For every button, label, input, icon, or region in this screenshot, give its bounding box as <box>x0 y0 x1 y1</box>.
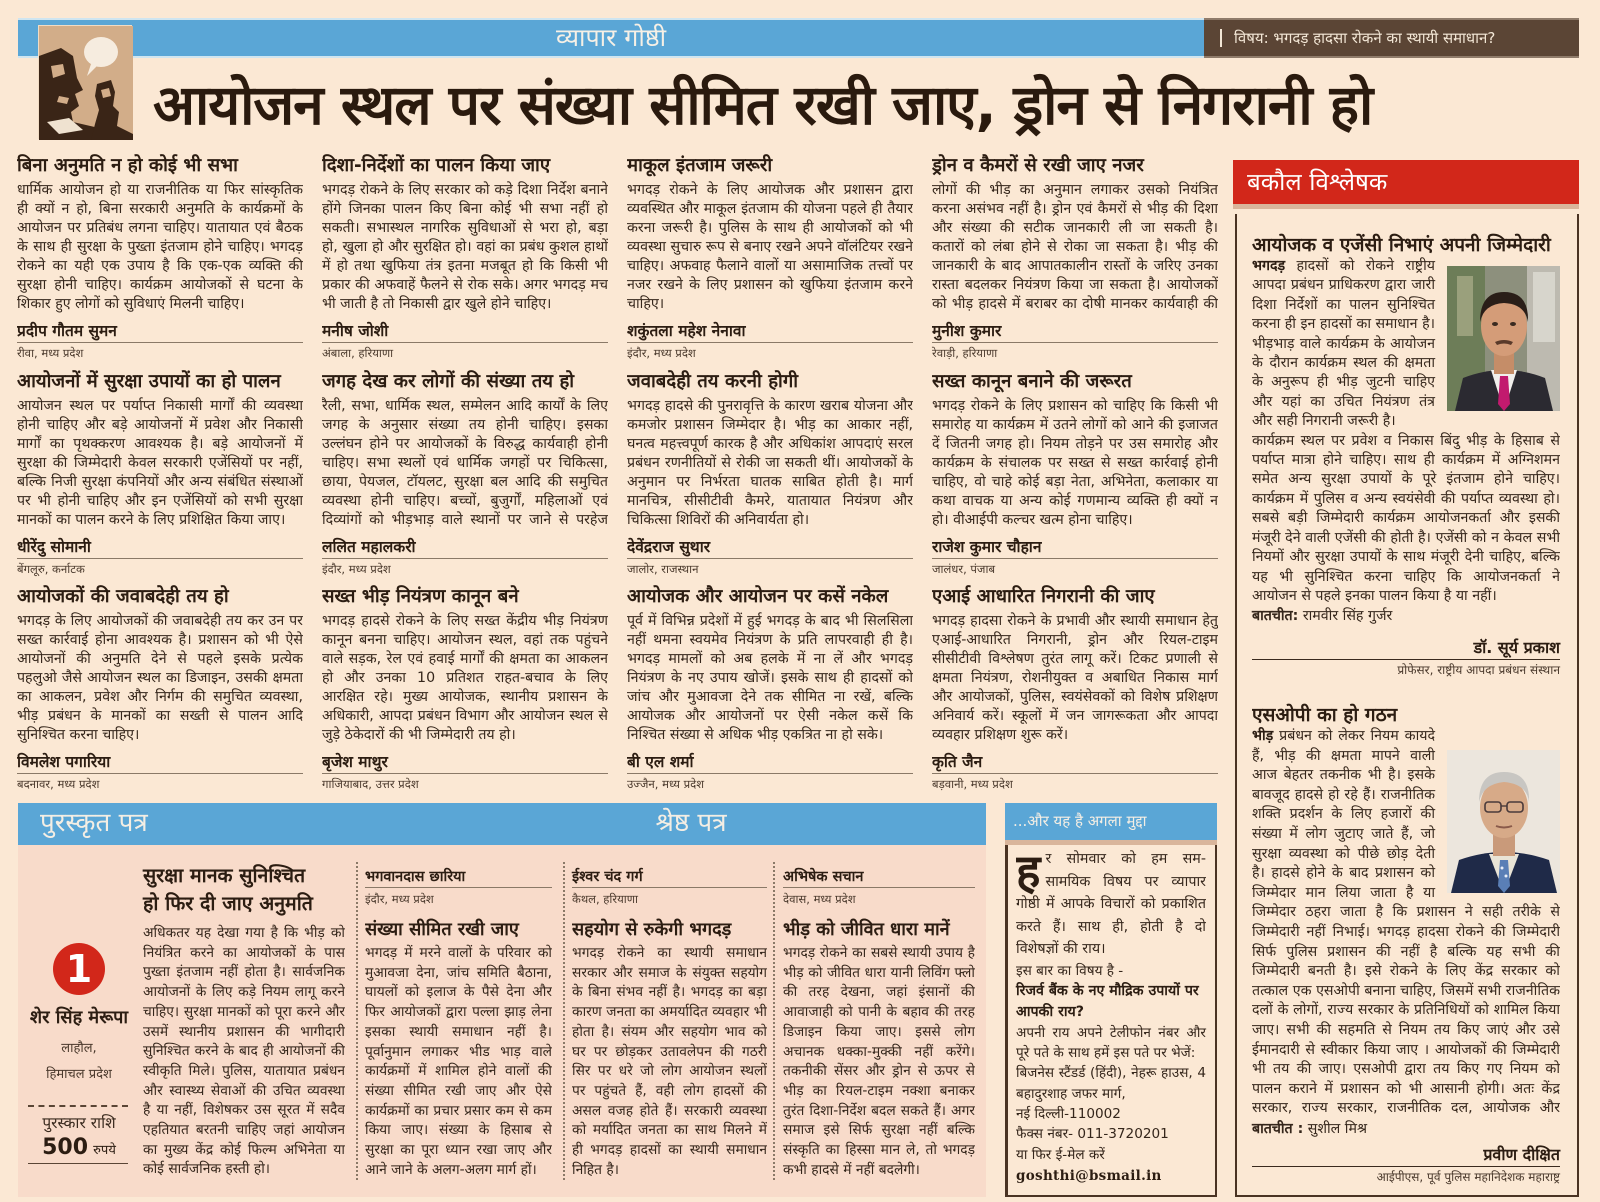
email-address: goshthi@bsmail.in <box>1016 1168 1162 1185</box>
dotted-divider <box>563 862 565 1180</box>
best-letter-author: भगवानदास छारिया <box>365 868 552 888</box>
topic-text: विषय: भगदड़ हादसा रोकने का स्थायी समाधान? <box>1234 29 1496 47</box>
letter-author: बृजेश माथुर <box>322 752 608 774</box>
prize-amount-unit: रुपये <box>93 1143 116 1158</box>
letter-author: धीरेंदु सोमानी <box>17 537 303 559</box>
best-letter-body: भगदड़ में मरने वालों के परिवार को मुआवजा देना, जांच समिति बैठाना, घायलों को इलाज के पैसे देना और फिर आयोजकों द्वारा पल्ला झाड़ लेना इसका स्थायी समाधान नहीं है। पूर्वानुमान लगाकर भीड भाड़ वाले कार्यक्रमों में शामिल होने वालों की संख्या सीमित रखी जाए और ऐसे कार्यक्रमों का प्रचार प्रसार कम से कम किया जाए। संख्या के हिसाब से सुरक्षा का पूरा ध्यान रखा जाए और आने जाने के अलग-अलग मार्ग हों। <box>365 945 552 1178</box>
letter-author: प्रदीप गौतम सुमन <box>17 321 303 343</box>
letter-body: पूर्व में विभिन्न प्रदेशों में हुई भगदड़ के बाद भी सिलसिला नहीं थमना स्वयमेव नियंत्रण के प्रति लापरवाही ही है। भगदड़ मामलों को अब हलके में ना लें और भगदड़ नियंत्रण के नए उपाय खोजें। इसके साथ ही हादसों को जांच और मुआवजा देने तक सीमित ना रखें, बल्कि आयोजक और आयोजनों पर ऐसी नकेल कसें कि निश्चित संख्या से अधिक भीड़ एकत्रित ना हो सके। <box>627 613 913 743</box>
city-pin: नई दिल्ली-110002 <box>1016 1106 1121 1122</box>
best-letter-location: देवास, मध्य प्रदेश <box>783 892 856 906</box>
submission-instructions: अपनी राय अपने टेलीफोन नंबर और पूरे पते के साथ हमें इस पते पर भेजें: <box>1016 1024 1206 1062</box>
winner-location: लाहौल, <box>61 1041 97 1056</box>
drop-cap: ह <box>1016 848 1041 898</box>
page-headline: आयोजन स्थल पर संख्या सीमित रखी जाए, ड्रोन से निगरानी हो <box>153 73 1373 137</box>
analyst-designation: प्रोफेसर, राष्ट्रीय आपदा प्रबंधन संस्थान <box>1397 663 1560 677</box>
lead-word: भीड़ <box>1252 728 1274 744</box>
interview-label: बातचीत : <box>1252 1121 1304 1137</box>
letter-author: मनीष जोशी <box>322 321 608 343</box>
letter-location: उज्जैन, मध्य प्रदेश <box>627 777 705 791</box>
letter-headline: सख्त कानून बनाने की जरूरत <box>932 371 1132 392</box>
letter-body: भगदड़ हादसे की पुनरावृत्ति के कारण खराब योजना और कमजोर प्रशासन जिम्मेदार है। भीड़ का आकार नहीं, घनत्व महत्त्वपूर्ण कारक है और अधिकांश आपदाएं सरल प्रबंधन रणनीतियों से रोकी जा सकती थीं। आयोजकों के अनुमान पर निर्भरता घातक साबित होती है। मार्ग मानचित्र, सीसीटीवी कैमरे, यातायात नियंत्रण और चिकित्सा शिविरों की अनिवार्यता हो। <box>627 398 913 528</box>
best-letter <box>365 868 552 1181</box>
dotted-divider <box>356 862 358 1180</box>
letter <box>627 370 913 582</box>
next-issue-title: ...और यह है अगला मुद्दा <box>1013 812 1147 830</box>
letter-headline: जवाबदेही तय करनी होगी <box>627 371 799 392</box>
letter-headline: ड्रोन व कैमरों से रखी जाए नजर <box>932 155 1144 176</box>
analyst-headline: एसओपी का हो गठन <box>1252 704 1398 726</box>
letter-headline: माकूल इंतजाम जरूरी <box>627 155 773 176</box>
winner-headline <box>143 862 348 918</box>
letter-body: भगदड़ हादसा रोकने के प्रभावी और स्थायी समाधान हेतु एआई-आधारित निगरानी, ड्रोन और रियल-टाइम सीसीटीवी विश्लेषण तुरंत लागू करें। टिकट प्रणाली से क्षमता नियंत्रण, रोशनीयुक्त व अबाधित निकास मार्ग और आयोजकों, पुलिस, स्वयंसेवकों को विशेष प्रशिक्षण अनिवार्य करें। स्कूलों में जन जागरूकता और आपदा व्यवहार प्रशिक्षण शुरू करें। <box>932 613 1218 743</box>
rank-badge: 1 <box>53 943 105 995</box>
letter-body: लोगों की भीड़ का अनुमान लगाकर उसको नियंत्रित करना असंभव नहीं है। ड्रोन एवं कैमरों से भीड़ की दिशा और संख्या की सटीक जानकारी ली जा सकती है। कतारों को लंबा होने से रोका जा सकता है। भीड़ की जानकारी के बाद आपातकालीन रास्तों के जरिए उनका रास्ता बदलकर नियंत्रण किया जा सकता है। आयोजकों को भीड़ हादसे में बराबर का दोषी मानकर कार्यवाही की <box>932 182 1218 312</box>
analyst-name: डॉ. सूर्य प्रकाश <box>1252 638 1560 660</box>
letter <box>627 154 913 366</box>
section-tag: व्यापार गोष्ठी <box>555 23 667 52</box>
postal-address: बिजनेस स्टैंडर्ड (हिंदी), नेहरू हाउस, 4 बहादुरशाह जफर मार्ग, <box>1016 1065 1206 1102</box>
letter-headline: दिशा-निर्देशों का पालन किया जाए <box>322 155 551 176</box>
letter-location: इंदौर, मध्य प्रदेश <box>322 562 391 576</box>
letter-headline: आयोजकों की जवाबदेही तय हो <box>17 586 229 607</box>
best-letter-author: ईश्वर चंद गर्ग <box>572 868 767 888</box>
best-letter <box>572 868 767 1181</box>
letter-location: रीवा, मध्य प्रदेश <box>17 346 84 360</box>
letter <box>932 154 1218 366</box>
letter-location: बदनावर, मध्य प्रदेश <box>17 777 100 791</box>
letter-location: जालंधर, पंजाब <box>932 562 996 576</box>
analyst-headline: आयोजक व एजेंसी निभाएं अपनी जिम्मेदारी <box>1252 234 1551 256</box>
dashed-divider <box>28 1105 128 1107</box>
winner-headline-line: सुरक्षा मानक सुनिश्चित <box>143 864 306 887</box>
letter <box>17 585 303 797</box>
analyst-text <box>1252 727 1560 1119</box>
letter-location: इंदौर, मध्य प्रदेश <box>627 346 696 360</box>
best-section-label: श्रेष्ठ पत्र <box>655 808 727 838</box>
divider <box>28 1163 128 1164</box>
letter-author: देवेंद्रराज सुथार <box>627 537 913 559</box>
prize-amount-value: 500 <box>42 1135 89 1160</box>
interviewer-name: रामवीर सिंह गुर्जर <box>1302 608 1393 624</box>
letter-headline: एआई आधारित निगरानी की जाए <box>932 586 1155 607</box>
interview-credit <box>1252 1119 1560 1139</box>
next-issue-header <box>1005 803 1217 845</box>
analyst-photo <box>1447 266 1560 411</box>
letter-location: अंबाला, हरियाणा <box>322 346 394 360</box>
winner-location: हिमाचल प्रदेश <box>46 1067 112 1082</box>
letter-headline: आयोजक और आयोजन पर कसें नकेल <box>627 586 889 607</box>
best-letter-headline: संख्या सीमित रखी जाए <box>365 919 519 940</box>
letter-headline: जगह देख कर लोगों की संख्या तय हो <box>322 371 575 392</box>
lead-word: भगदड़ <box>1252 258 1286 274</box>
letter-body: रैली, सभा, धार्मिक स्थल, सम्मेलन आदि कार्यों के लिए जगह के अनुसार संख्या तय होनी चाहिए। इसका उल्लंघन होने पर आयोजकों के विरुद्ध कार्यवाही होनी चाहिए। सभा स्थलों एवं धार्मिक जगहों पर चिकित्सा, छाया, पेयजल, टॉयलट, सुरक्षा बल आदि की समुचित व्यवस्था होनी चाहिए। बच्चों, बुजुर्गों, महिलाओं एवं दिव्यांगों को भीड़भाड़ वाले स्थानों पर जाने से परहेज <box>322 398 608 528</box>
subject-label: इस बार का विषय है - <box>1016 963 1124 979</box>
prize-amount <box>22 1135 136 1164</box>
analyst-text <box>1252 257 1560 606</box>
interview-credit <box>1252 606 1560 626</box>
prize-section-label: पुरस्कृत पत्र <box>40 808 148 838</box>
best-letter-headline: भीड़ को जीवित धारा मानें <box>783 919 950 940</box>
letter-body: भगदड़ रोकने के लिए आयोजक और प्रशासन द्वारा व्यवस्थित और माकूल इंतजाम की योजना पहले ही तैयार करना जरूरी है। पुलिस के साथ ही आयोजकों को भी व्यवस्था सुचारु रूप से बनाए रखने अपने वॉलंटियर रखने चाहिए। अफवाह फैलाने वालों या असामाजिक तत्त्वों पर नजर रखने के लिए प्रशासन को खुफिया इंतजाम करने चाहिए। <box>627 182 913 312</box>
analyst-photo <box>1447 750 1560 893</box>
letter-author: राजेश कुमार चौहान <box>932 537 1218 559</box>
letter-body: भगदड़ रोकने के लिए प्रशासन को चाहिए कि किसी भी समारोह या कार्यक्रम में उतने लोगों को आने की इजाजत दें जितनी जगह हो। नियम तोड़ने पर उस समारोह और कार्यक्रम के संचालक पर सख्त से सख्त कार्रवाई होनी चाहिए, वो चाहे कोई बड़ा नेता, अभिनेता, कलाकार या कथा वाचक या अन्य कोई गणमान्य व्यक्ति ही क्यों न हो। वीआईपी कल्चर खत्म होना चाहिए। <box>932 398 1218 528</box>
analyst-body: हादसों को रोकने राष्ट्रीय आपदा प्रबंधन प्राधिकरण द्वारा जारी दिशा निर्देशों का पालन सुनिश्चित करना ही इन हादसों का समाधान है। भीड़भाड़ वाले कार्यक्रम के आयोजन के दौरान कार्यक्रम स्थल की क्षमता के अनुरूप ही भीड़ जुटनी चाहिए और यहां का उचित नियंत्रण तंत्र और सही निगरानी जरूरी है। <box>1252 258 1435 430</box>
best-letter <box>783 868 975 1181</box>
best-letter-location: इंदौर, मध्य प्रदेश <box>365 892 434 906</box>
letter-location: बेंगलूरु, कर्नाटक <box>17 562 85 576</box>
analyst-paragraph: कार्यक्रम स्थल पर प्रवेश व निकास बिंदु भीड़ के हिसाब से पर्याप्त मात्रा होने चाहिए। साथ ही कार्यक्रम में अग्निशमन समेत अन्य सुरक्षा उपायों के पूरे इंतजाम होने चाहिए। कार्यक्रम में पुलिस व अन्य स्वयंसेवी की पर्याप्त व्यवस्था हो। सबसे बड़ी जिम्मेदारी कार्यक्रम आयोजनकर्ता और इसकी मंजूरी देने वाली एजेंसी की होती है। एजेंसी को न केवल सभी नियमों और सुरक्षा उपायों के साथ मंजूरी देनी चाहिए, बल्कि यह भी सुनिश्चित करना चाहिए कि आयोजनकर्ता ने आयोजन से पहले इनका पालन किया है या नहीं। <box>1252 432 1560 604</box>
winner-headline-line: हो फिर दी जाए अनुमति <box>143 892 313 915</box>
letter-body: आयोजन स्थल पर पर्याप्त निकासी मार्गों की व्यवस्था होनी चाहिए और बड़े आयोजनों में प्रवेश और निकासी मार्गों का पृथक्करण आवश्यक है। बड़े आयोजनों में सुरक्षा की जिम्मेदारी केवल सरकारी एजेंसियों पर नहीं, बल्कि निजी सुरक्षा कंपनियों और अन्य संबंधित संस्थाओं पर भी होनी चाहिए और इन एजेंसियों को सभी सुरक्षा मानकों का पालन करने के लिए प्रशिक्षित किया जाए। <box>17 398 303 528</box>
letter-headline: सख्त भीड़ नियंत्रण कानून बने <box>322 586 519 607</box>
email-prompt: या फिर ई-मेल करें <box>1016 1146 1105 1163</box>
letter-location: गाजियाबाद, उत्तर प्रदेश <box>322 777 419 791</box>
letter-author: कृति जैन <box>932 752 1218 774</box>
analysts-title: बकौल विश्लेषक <box>1247 168 1388 196</box>
best-letter-body: भगदड़ रोकने का स्थायी समाधान सरकार और समाज के संयुक्त सहयोग के बिना संभव नहीं है। भगदड़ का बड़ा कारण जनता का अमर्यादित व्यवहार भी होता है। संयम और सहयोग भाव को घर पर छोड़कर उतावलेपन की गठरी सिर पर धरे जो लोग आयोजन स्थलों पर पहुंचते हैं, वही लोग हादसों की असल वजह होते हैं। सरकारी व्यवस्था को मर्यादित जनता का साथ मिलने में ही भगदड़ हादसों का स्थायी समाधान निहित है। <box>572 945 767 1178</box>
letter <box>17 154 303 366</box>
winner-body: अधिकतर यह देखा गया है कि भीड़ को नियंत्रित करने का आयोजकों के पास पुख्ता इंतजाम नहीं होता है। सार्वजनिक आयोजनों के लिए कड़े नियम लागू करने चाहिए। सुरक्षा मानकों को पूरा करने और उसमें स्थानीय प्रशासन की भागीदारी सुनिश्चित करने के बाद ही आयोजनों की स्वीकृति मिले। पुलिस, यातायात प्रबंधन और स्वास्थ्य सेवाओं की उचित व्यवस्था है या नहीं, विशेषकर उस सूरत में सदैव एहतियात बरतनी चाहिए जहां आयोजन का मुख्य केंद्र कोई फिल्म अभिनेता या कोई सार्वजनिक हस्ती हो। <box>143 925 345 1178</box>
interview-label: बातचीत: <box>1252 608 1299 624</box>
letter <box>322 370 608 582</box>
analyst-opinion <box>1252 233 1560 678</box>
best-letter-location: कैथल, हरियाणा <box>572 892 639 906</box>
letter <box>322 585 608 797</box>
letter <box>322 154 608 366</box>
best-letter-headline: सहयोग से रुकेगी भगदड़ <box>572 919 732 940</box>
discussion-logo-icon <box>38 25 132 139</box>
awards-banner <box>18 803 986 845</box>
analyst-designation: आईपीएस, पूर्व पुलिस महानिदेशक महाराष्ट्र <box>1376 1170 1560 1184</box>
best-letter-author: अभिषेक सचान <box>783 868 975 888</box>
best-letter-body: भगदड़ रोकने का सबसे स्थायी उपाय है भीड़ को जीवित धारा यानी लिविंग फ्लो की तरह देखना, जहां इंसानों की आवाजाही को पानी के बहाव की तरह डिजाइन किया जाए। इससे लोग अचानक धक्का-मुक्की नहीं करेंगे। तकनीकी सेंसर और ड्रोन से ऊपर से भीड़ का रियल-टाइम नक्शा बनाकर तुरंत दिशा-निर्देश बदल सकते हैं। अगर समाज इसे सिर्फ सुरक्षा नहीं बल्कि संस्कृति का हिस्सा मान ले, तो भगदड़ कभी हादसे में नहीं बदलेगी। <box>783 945 975 1178</box>
letter <box>932 370 1218 582</box>
analyst-body: प्रबंधन को लेकर नियम कायदे हैं, भीड़ की क्षमता मापने वाली आज बेहतर तकनीक भी है। इसके बावजूद हादसे हो रहे हैं। राजनीतिक शक्ति प्रदर्शन के लिए हजारों की संख्या में लोग जुटाए जाते हैं, जो सुरक्षा व्यवस्था को पीछे छोड़ देती है। हादसे होने के बाद प्रशासन को जिम्मेदार मान लिया जाता है या जिम्मेदार ठहरा जाता है कि प्रशासन ने सही तरीके से जिम्मेदारी नहीं निभाई। भगदड़ हादसा रोकने की जिम्मेदारी सिर्फ पुलिस प्रशासन की नहीं है बल्कि यह सभी की जिम्मेदारी बनती है। इसे रोकने के लिए केंद्र सरकार को तत्काल एक एसओपी बनाना चाहिए, जिसमें सभी राजनीतिक दलों के लोगों, राज्य सरकार के प्रतिनिधियों को शामिल किया जाए। सभी की सहमति से नियम तय किए जाएं और उसे ईमानदारी से स्वीकार किया जाए । आयोजकों की जिम्मेदारी भी तय की जाए। एसओपी द्वारा तय किए गए नियम को पालन कराने में प्रशासन को भी आसानी होगी। अतः केंद्र सरकार, राज्य सरकार, राजनीतिक दल, आयोजक और <box>1252 728 1560 1117</box>
letter-body: धार्मिक आयोजन हो या राजनीतिक या फिर सांस्कृतिक ही क्यों न हो, बिना सरकारी अनुमति के कार्यक्रमों के आयोजन पर प्रतिबंध लगना चाहिए। यातायात एवं बैठक के साथ ही सुरक्षा के पुख्ता इंतजाम होने चाहिए। भगदड़ रोकने का यही एक उपाय है कि एक-एक व्यक्ति की सुरक्षा होनी चाहिए। कार्यक्रम आयोजकों से घटना के शिकार हुए लोगों को सुविधाएं मिलनी चाहिए। <box>17 182 303 312</box>
letter-author: मुनीश कुमार <box>932 321 1218 343</box>
letter-author: बी एल शर्मा <box>627 752 913 774</box>
letter-author: विमलेश पगारिया <box>17 752 303 774</box>
interviewer-name: सुशील मिश्र <box>1307 1121 1368 1137</box>
next-issue-box <box>1005 845 1217 1197</box>
letter-location: बड़वानी, मध्य प्रदेश <box>932 777 1013 791</box>
analyst-name: प्रवीण दीक्षित <box>1252 1145 1560 1167</box>
letter-body: भगदड़ रोकने के लिए सरकार को कड़े दिशा निर्देश बनाने होंगे जिनका पालन किए बिना कोई भी सभा नहीं हो सकती। सभास्थल नागरिक सुविधाओं से भरा हो, बड़ा हो, खुला हो और सुरक्षित हो। वहां का प्रबंध कुशल हाथों में हो तथा खुफिया तंत्र इतना मजबूत हो कि किसी भी प्रकार की अफवाहें फैलने से रोक सके। अगर भगदड़ मच भी जाती है तो निकासी द्वार खुले होने चाहिए। <box>322 182 608 312</box>
topic-divider <box>1220 29 1222 47</box>
letter <box>17 370 303 582</box>
letter-author: ललित महालकरी <box>322 537 608 559</box>
fax-number: फैक्स नंबर- 011-3720201 <box>1016 1126 1169 1143</box>
analyst-opinion <box>1252 703 1560 1185</box>
next-issue-intro <box>1016 848 1206 961</box>
next-subject: रिजर्व बैंक के नए मौद्रिक उपायों पर आपकी राय? <box>1016 983 1199 1021</box>
letter <box>627 585 913 797</box>
letter-location: जालोर, राजस्थान <box>627 562 699 576</box>
winner-name: शेर सिंह मेरूपा <box>29 1007 129 1028</box>
analysts-header <box>1233 160 1579 209</box>
letter-body: भगदड़ के लिए आयोजकों की जवाबदेही तय कर उन पर सख्त कार्रवाई होना आवश्यक है। प्रशासन को भी ऐसे आयोजनों की अनुमति देने से पहले इसके प्रत्येक पहलुओ जैसे आयोजन स्थल का डिजाइन, उसकी क्षमता का आकलन, प्रवेश और निर्गम की समुचित व्यवस्था, भीड़ प्रबंधन के मानकों का सख्ती से पालन आदि सुनिश्चित करना चाहिए। <box>17 613 303 743</box>
topic-box <box>1204 18 1579 58</box>
letter-author: शकुंतला महेश नेनावा <box>627 321 913 343</box>
letter <box>932 585 1218 797</box>
prize-label: पुरस्कार राशि <box>42 1114 116 1132</box>
letter-location: रेवाड़ी, हरियाणा <box>932 346 998 360</box>
section-banner <box>18 18 1204 58</box>
letter-headline: आयोजनों में सुरक्षा उपायों का हो पालन <box>17 371 281 392</box>
next-issue-intro-text: र सोमवार को हम सम-सामयिक विषय पर व्यापार गोष्ठी में आपके विचारों को प्रकाशित करते हैं। साथ ही, होती है दो विशेषज्ञों की राय। <box>1016 851 1206 957</box>
letter-body: भगदड़ हादसे रोकने के लिए सख्त केंद्रीय भीड़ नियंत्रण कानून बनना चाहिए। आयोजन स्थल, वहां तक पहुंचने वाले सड़क, रेल एवं हवाई मार्गों की क्षमता का आकलन हो और उनका 10 प्रतिशत राहत-बचाव के लिए आरक्षित रहे। मुख्य आयोजक, स्थानीय प्रशासन के अधिकारी, आपदा प्रबंधन विभाग और आयोजन स्थल से जुड़े ठेकेदारों की भी जिम्मेदारी तय हो। <box>322 613 608 743</box>
dotted-divider <box>773 862 775 1180</box>
letter-headline: बिना अनुमति न हो कोई भी सभा <box>17 155 238 176</box>
